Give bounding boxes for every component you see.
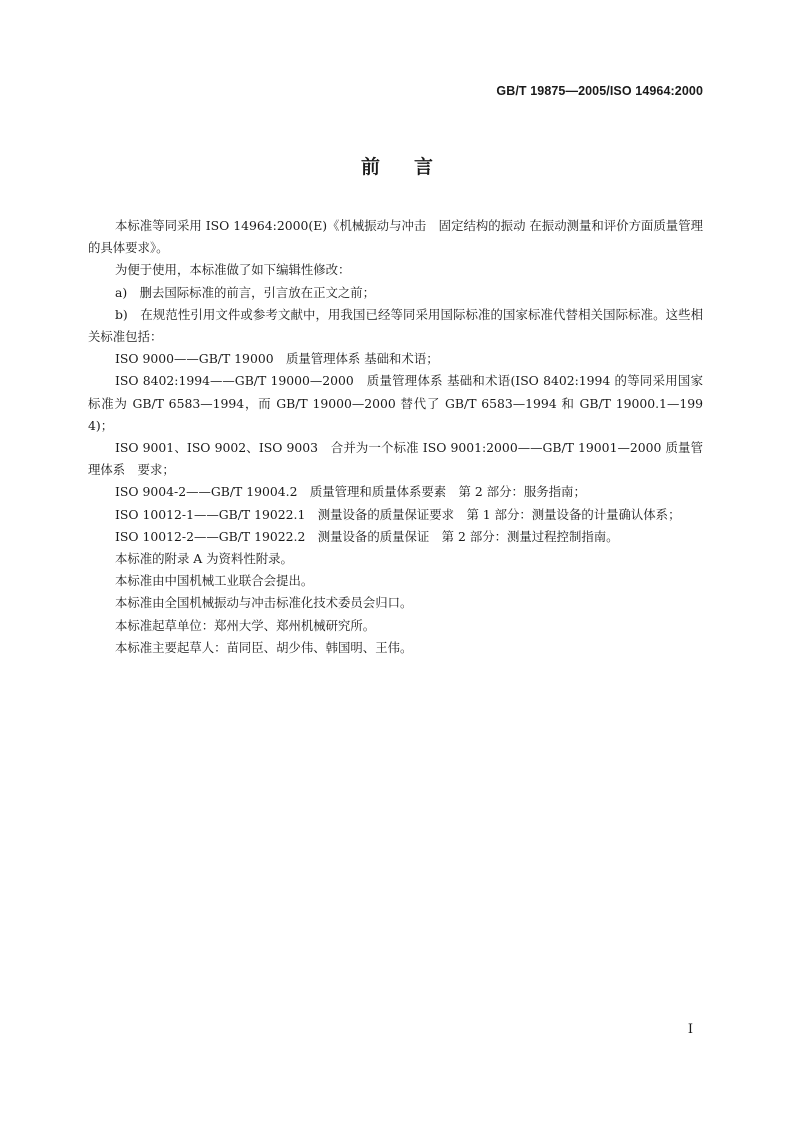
page-title: 前言	[360, 156, 467, 178]
document-code: GB/T 19875—2005/ISO 14964:2000	[496, 84, 703, 98]
paragraph-ref-iso8402: ISO 8402:1994——GB/T 19000—2000 质量管理体系 基础和术语(ISO 8402:1994 的等同采用国家标准为 GB/T 6583—1994，而 GB/T 19000—2000 替代了 GB/T 6583—1994 和 GB/T 19000.1—1994)；	[88, 373, 703, 433]
paragraph-edit-a: a) 删去国际标准的前言，引言放在正文之前；	[115, 284, 376, 300]
paragraph-drafting-units: 本标准起草单位：郑州大学、郑州机械研究所。	[115, 617, 376, 633]
paragraph-drafters: 本标准主要起草人：苗同臣、胡少伟、韩国明、王伟。	[115, 639, 413, 655]
paragraph-committee: 本标准由全国机械振动与冲击标准化技术委员会归口。	[115, 595, 413, 611]
paragraph-edits-intro: 为便于使用，本标准做了如下编辑性修改：	[115, 262, 351, 278]
paragraph-ref-iso10012-1: ISO 10012-1——GB/T 19022.1 测量设备的质量保证要求 第 1 部分：测量设备的计量确认体系；	[115, 506, 681, 522]
paragraph-annex: 本标准的附录 A 为资料性附录。	[115, 551, 293, 567]
paragraph-edit-b: b) 在规范性引用文件或参考文献中，用我国已经等同采用国际标准的国家标准代替相关国际标准。这些相关标准包括：	[88, 306, 703, 345]
paragraph-adoption: 本标准等同采用 ISO 14964:2000(E)《机械振动与冲击 固定结构的振动 在振动测量和评价方面质量管理的具体要求》。	[88, 218, 703, 256]
paragraph-ref-iso9000: ISO 9000——GB/T 19000 质量管理体系 基础和术语；	[115, 351, 439, 367]
foreword-body	[88, 215, 703, 659]
paragraph-ref-iso9001: ISO 9001、ISO 9002、ISO 9003 合并为一个标准 ISO 9001:2000——GB/T 19001—2000 质量管理体系 要求；	[88, 440, 703, 478]
paragraph-ref-iso10012-2: ISO 10012-2——GB/T 19022.2 测量设备的质量保证 第 2 部分：测量过程控制指南。	[115, 528, 619, 544]
paragraph-ref-iso9004: ISO 9004-2——GB/T 19004.2 质量管理和质量体系要素 第 2 部分：服务指南；	[115, 484, 586, 500]
paragraph-proposer: 本标准由中国机械工业联合会提出。	[115, 573, 314, 589]
page-number: I	[687, 1022, 693, 1037]
